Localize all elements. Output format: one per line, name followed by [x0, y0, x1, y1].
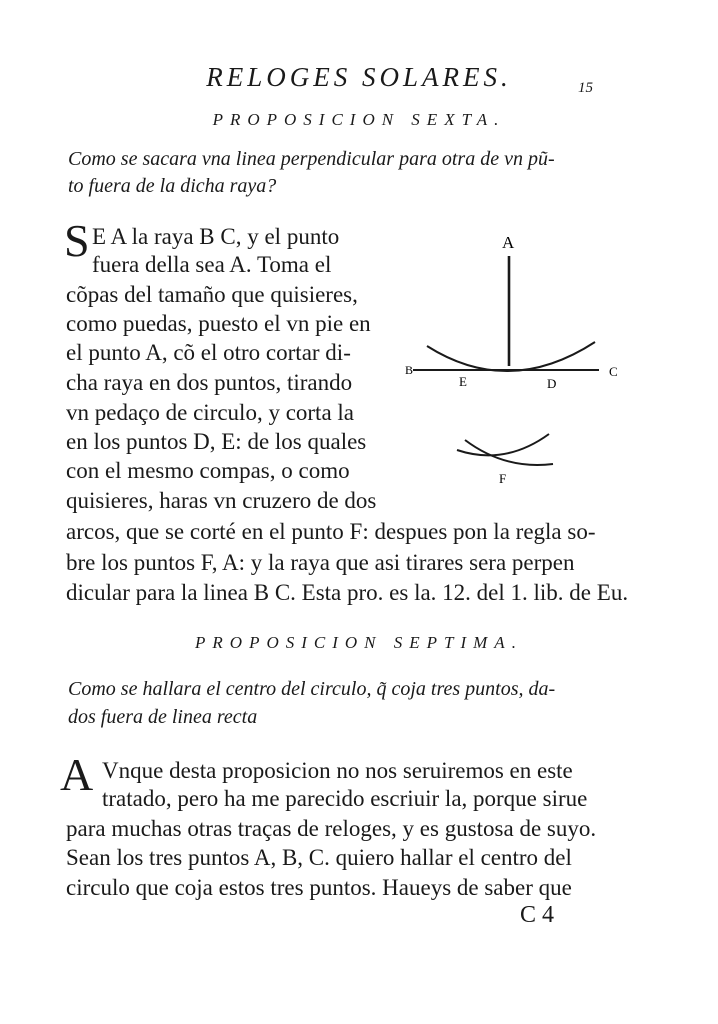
proposition-7-line-5: circulo que coja estos tres puntos. Haueys de saber que	[66, 875, 572, 900]
proposition-6-line-3: cõpas del tamaño que quisieres,	[66, 282, 358, 307]
running-title: RELOGES SOLARES.	[206, 62, 512, 92]
proposition-7-question-line-2: dos fuera de linea recta	[68, 706, 258, 728]
proposition-6-line-1: E A la raya B C, y el punto	[92, 224, 340, 249]
proposition-6-question-line-2: to fuera de la dicha raya?	[68, 175, 277, 197]
proposition-6-line-5: el punto A, cõ el otro cortar di-	[66, 340, 351, 365]
perpendicular-construction-figure	[405, 228, 630, 490]
proposition-7-line-4: Sean los tres puntos A, B, C. quiero hallar el centro del	[66, 845, 572, 870]
proposition-6-title: PROPOSICION SEXTA.	[212, 110, 506, 129]
proposition-7-question-line-1: Como se hallara el centro del circulo, q̃ coja tres puntos, da-	[68, 678, 556, 700]
proposition-6-question-line-1: Como se sacara vna linea perpendicular para otra de vn pũ-	[68, 148, 555, 170]
label-f: F	[499, 471, 507, 486]
proposition-7-line-3: para muchas otras traças de reloges, y es gustosa de suyo.	[66, 816, 597, 841]
proposition-6-line-11: arcos, que se corté en el punto F: despues pon la regla so-	[66, 519, 596, 544]
proposition-6-dropcap: S	[64, 215, 90, 266]
proposition-6-line-12: bre los puntos F, A: y la raya que asi tirares sera perpen	[66, 550, 575, 575]
arc-through-d-e	[427, 342, 595, 371]
label-a: A	[502, 233, 515, 252]
page-number: 15	[578, 80, 593, 96]
proposition-7-line-2: tratado, pero ha me parecido escriuir la, porque sirue	[102, 786, 588, 811]
catchword: C 4	[520, 902, 555, 928]
proposition-6-line-13: dicular para la linea B C. Esta pro. es la. 12. del 1. lib. de Eu.	[66, 580, 629, 605]
proposition-6-line-10: quisieres, haras vn cruzero de dos	[66, 488, 377, 513]
label-e: E	[459, 374, 467, 389]
proposition-6-line-9: con el mesmo compas, o como	[66, 458, 350, 483]
proposition-7-line-1: Vnque desta proposicion no nos seruiremos en este	[102, 758, 573, 783]
proposition-6-line-8: en los puntos D, E: de los quales	[66, 429, 367, 454]
label-c: C	[609, 364, 618, 379]
proposition-7-title: PROPOSICION SEPTIMA.	[195, 633, 523, 652]
label-b: B	[405, 363, 414, 377]
proposition-6-line-7: vn pedaço de circulo, y corta la	[66, 400, 355, 425]
proposition-7-dropcap: A	[60, 749, 94, 800]
label-d: D	[547, 376, 557, 391]
proposition-6-line-2: fuera della sea A. Toma el	[92, 252, 332, 277]
proposition-6-line-6: cha raya en dos puntos, tirando	[66, 370, 353, 395]
proposition-6-line-4: como puedas, puesto el vn pie en	[66, 311, 371, 336]
